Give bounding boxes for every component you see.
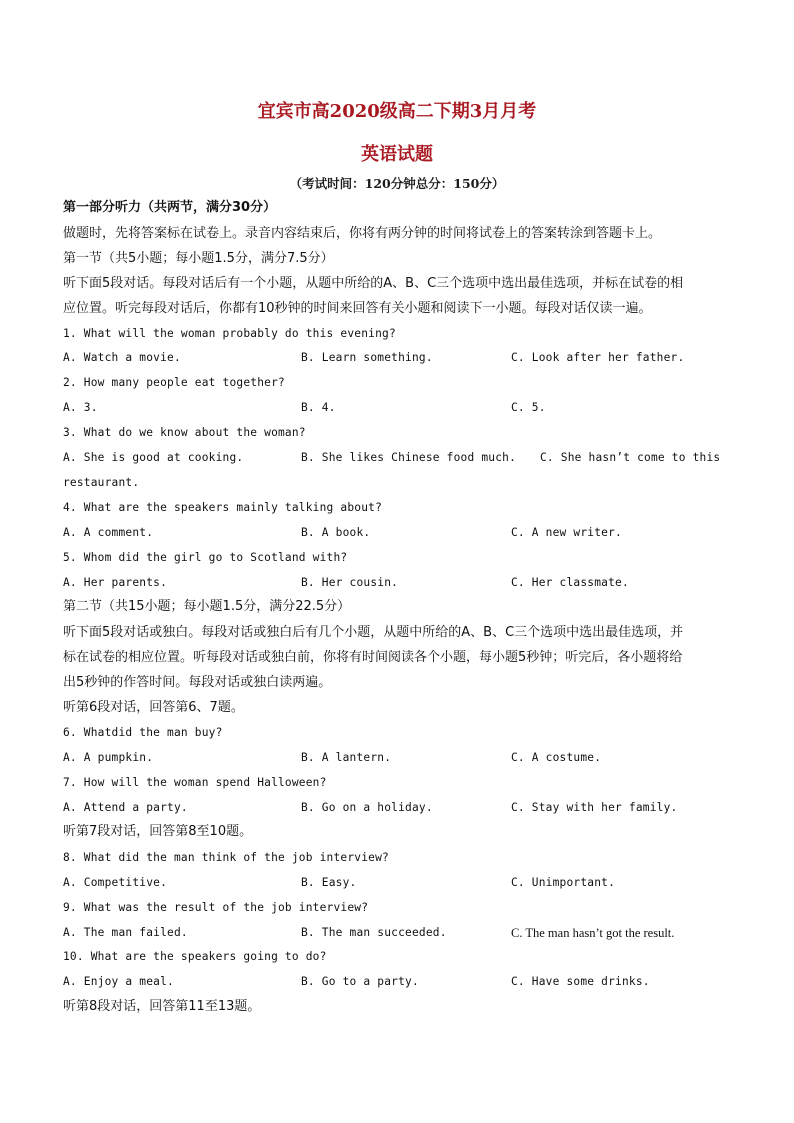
- question-5-stem: 5. Whom did the girl go to Scotland with?: [63, 551, 348, 564]
- dialog-6-intro: 听第6段对话，回答第6、7题。: [63, 700, 244, 715]
- question-1-option-b: B. Learn something.: [301, 351, 433, 364]
- question-4-option-c: C. A new writer.: [511, 526, 622, 539]
- question-8-stem: 8. What did the man think of the job interview?: [63, 851, 389, 864]
- question-10-option-b: B. Go to a party.: [301, 975, 419, 988]
- question-10-option-c: C. Have some drinks.: [511, 975, 650, 988]
- question-2-option-b: B. 4.: [301, 401, 336, 414]
- question-7-option-c: C. Stay with her family.: [511, 801, 678, 814]
- question-3-option-c-continued: restaurant.: [63, 476, 140, 489]
- question-9-option-a: A. The man failed.: [63, 926, 188, 939]
- question-8-option-a: A. Competitive.: [63, 876, 168, 889]
- question-2-option-c: C. 5.: [511, 401, 546, 414]
- exam-time-info: （考试时间：120分钟总分：150分）: [289, 176, 505, 191]
- question-9-option-b: B. The man succeeded.: [301, 926, 447, 939]
- exam-title: 宜宾市高2020级高二下期3月月考: [257, 101, 537, 122]
- question-2-stem: 2. How many people eat together?: [63, 376, 285, 389]
- dialog-7-intro: 听第7段对话，回答第8至10题。: [63, 824, 253, 839]
- question-3-option-b: B. She likes Chinese food much.: [301, 451, 516, 464]
- section2-instruction-line3: 出5秒钟的作答时间。每段对话或独白读两遍。: [63, 675, 332, 690]
- question-7-option-b: B. Go on a holiday.: [301, 801, 433, 814]
- question-6-option-c: C. A costume.: [511, 751, 602, 764]
- question-2-option-a: A. 3.: [63, 401, 98, 414]
- question-3-stem: 3. What do we know about the woman?: [63, 426, 306, 439]
- question-7-option-a: A. Attend a party.: [63, 801, 188, 814]
- question-3-option-c: C. She hasn’t come to this: [540, 451, 721, 464]
- section1-instruction-line1: 听下面5段对话。每段对话后有一个小题，从题中所给的A、B、C三个选项中选出最佳选项，并标在试卷的相: [63, 276, 684, 291]
- section1-heading: 第一节（共5小题；每小题1.5分，满分7.5分）: [63, 251, 334, 266]
- question-4-stem: 4. What are the speakers mainly talking about?: [63, 501, 383, 514]
- section2-heading: 第二节（共15小题；每小题1.5分，满分22.5分）: [63, 599, 351, 614]
- part1-heading: 第一部分听力（共两节，满分30分）: [63, 200, 277, 215]
- question-9-stem: 9. What was the result of the job interview?: [63, 901, 369, 914]
- question-5-option-b: B. Her cousin.: [301, 576, 399, 589]
- question-6-option-b: B. A lantern.: [301, 751, 392, 764]
- section1-instruction-line2: 应位置。听完每段对话后，你都有10秒钟的时间来回答有关小题和阅读下一小题。每段对话仅读一遍。: [63, 301, 652, 316]
- question-6-stem: 6. Whatdid the man buy?: [63, 726, 223, 739]
- section2-instruction-line1: 听下面5段对话或独白。每段对话或独白后有几个小题，从题中所给的A、B、C三个选项中选出最佳选项，并: [63, 625, 684, 640]
- question-7-stem: 7. How will the woman spend Halloween?: [63, 776, 327, 789]
- dialog-8-intro: 听第8段对话，回答第11至13题。: [63, 999, 261, 1014]
- question-8-option-b: B. Easy.: [301, 876, 357, 889]
- part1-instruction: 做题时，先将答案标在试卷上。录音内容结束后，你将有两分钟的时间将试卷上的答案转涂到答题卡上。: [63, 226, 662, 241]
- exam-subject-title: 英语试题: [361, 144, 433, 165]
- question-6-option-a: A. A pumpkin.: [63, 751, 154, 764]
- question-3-option-a: A. She is good at cooking.: [63, 451, 244, 464]
- section2-instruction-line2: 标在试卷的相应位置。听每段对话或独白前，你将有时间阅读各个小题，每小题5秒钟；听完后，各小题将给: [63, 650, 683, 665]
- question-1-stem: 1. What will the woman probably do this evening?: [63, 327, 396, 340]
- question-8-option-c: C. Unimportant.: [511, 876, 616, 889]
- question-10-option-a: A. Enjoy a meal.: [63, 975, 174, 988]
- question-1-option-a: A. Watch a movie.: [63, 351, 181, 364]
- question-4-option-a: A. A comment.: [63, 526, 154, 539]
- question-10-stem: 10. What are the speakers going to do?: [63, 950, 327, 963]
- question-5-option-c: C. Her classmate.: [511, 576, 629, 589]
- question-5-option-a: A. Her parents.: [63, 576, 168, 589]
- question-1-option-c: C. Look after her father.: [511, 351, 685, 364]
- question-9-option-c: C. The man hasn’t got the result.: [511, 926, 675, 940]
- question-4-option-b: B. A book.: [301, 526, 371, 539]
